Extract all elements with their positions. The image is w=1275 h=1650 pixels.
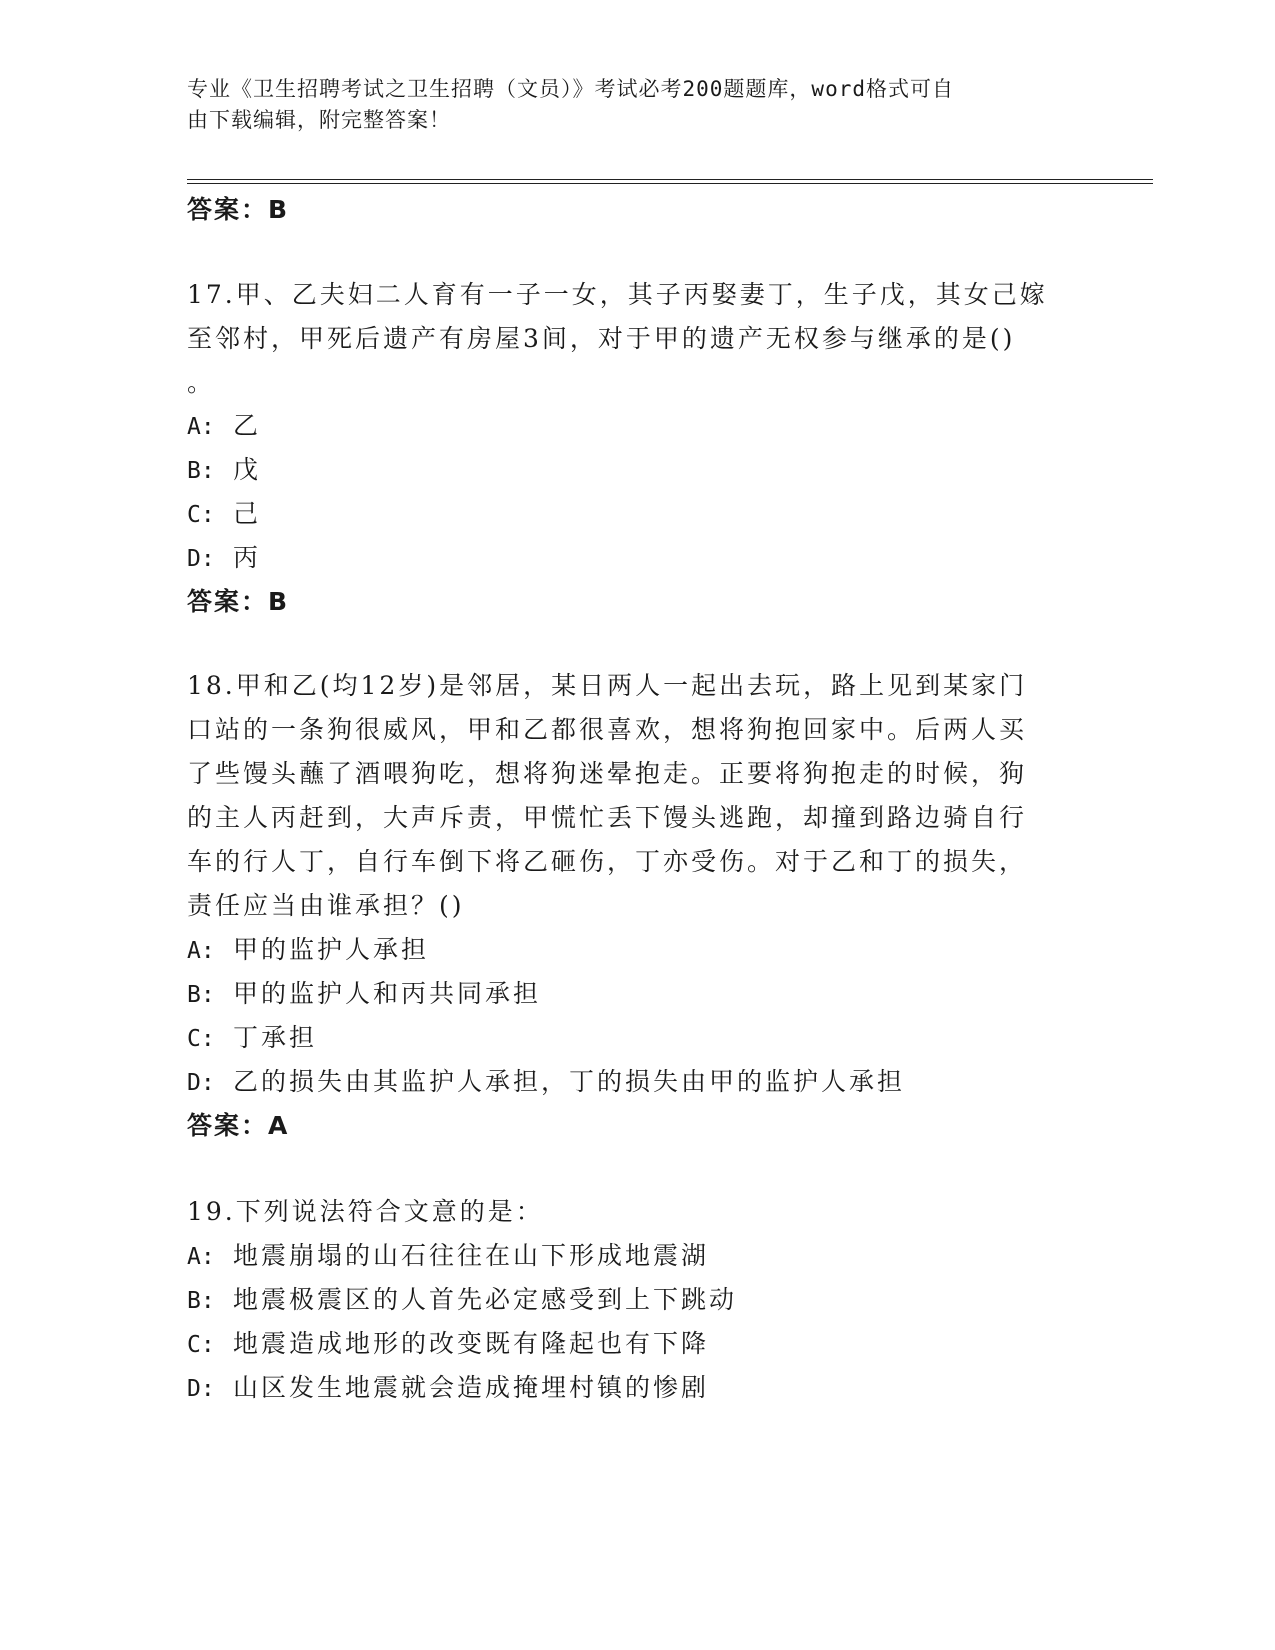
answer-17: 答案：B [187, 587, 290, 616]
option-letter: D: [187, 1376, 215, 1402]
option-c [187, 1018, 317, 1054]
option-a [187, 406, 261, 442]
option-letter: D: [187, 546, 215, 572]
answer-previous: 答案：B [187, 195, 290, 224]
option-letter: B: [187, 982, 215, 1008]
option-letter: A: [187, 1244, 215, 1270]
option-c [187, 494, 261, 530]
option-b [187, 450, 261, 486]
option-b [187, 1280, 737, 1316]
question-text-line: 口站的一条狗很威风，甲和乙都很喜欢，想将狗抱回家中。后两人买 [187, 715, 1028, 744]
option-d [187, 538, 261, 574]
header-divider-bottom [187, 183, 1153, 184]
option-a [187, 930, 429, 966]
option-text: 地震崩塌的山石往往在山下形成地震湖 [233, 1241, 710, 1270]
option-letter: D: [187, 1070, 215, 1096]
question-text-line: 责任应当由谁承担？() [187, 891, 465, 920]
option-letter: B: [187, 458, 215, 484]
question-text-line: 19.下列说法符合文意的是： [187, 1197, 544, 1226]
question-text-line: 至邻村，甲死后遗产有房屋3间，对于甲的遗产无权参与继承的是() [187, 324, 1016, 353]
option-text: 山区发生地震就会造成掩埋村镇的惨剧 [233, 1373, 710, 1402]
option-text: 地震极震区的人首先必定感受到上下跳动 [233, 1285, 738, 1314]
option-letter: C: [187, 1026, 215, 1052]
question-text-line: 17.甲、乙夫妇二人育有一子一女，其子丙娶妻丁，生子戊，其女己嫁 [187, 280, 1048, 309]
option-c [187, 1324, 709, 1360]
option-text: 乙 [233, 411, 262, 440]
header-line-1: 专业《卫生招聘考试之卫生招聘（文员）》考试必考200题题库，word格式可自 [187, 77, 954, 101]
option-text: 地震造成地形的改变既有隆起也有下降 [233, 1329, 710, 1358]
option-text: 丙 [233, 543, 262, 572]
question-text-line: 。 [187, 368, 216, 397]
header-divider-top [187, 179, 1153, 180]
option-letter: C: [187, 1332, 215, 1358]
option-text: 戊 [233, 455, 262, 484]
answer-18: 答案：A [187, 1111, 290, 1140]
option-text: 甲的监护人承担 [233, 935, 430, 964]
option-text: 甲的监护人和丙共同承担 [233, 979, 542, 1008]
header-line-2: 由下载编辑，附完整答案！ [187, 108, 451, 132]
option-text: 丁承担 [233, 1023, 318, 1052]
page-header [187, 74, 1067, 136]
question-text-line: 车的行人丁，自行车倒下将乙砸伤，丁亦受伤。对于乙和丁的损失， [187, 847, 1028, 876]
option-letter: A: [187, 938, 215, 964]
option-letter: C: [187, 502, 215, 528]
question-text-line: 了些馒头蘸了酒喂狗吃，想将狗迷晕抱走。正要将狗抱走的时候，狗 [187, 759, 1028, 788]
question-text-line: 的主人丙赶到，大声斥责，甲慌忙丢下馒头逃跑，却撞到路边骑自行 [187, 803, 1028, 832]
option-d [187, 1368, 709, 1404]
option-text: 己 [233, 499, 262, 528]
option-text: 乙的损失由其监护人承担，丁的损失由甲的监护人承担 [233, 1067, 906, 1096]
option-d [187, 1062, 905, 1098]
option-letter: A: [187, 414, 215, 440]
option-letter: B: [187, 1288, 215, 1314]
option-a [187, 1236, 709, 1272]
option-b [187, 974, 541, 1010]
question-text-line: 18.甲和乙(均12岁)是邻居，某日两人一起出去玩，路上见到某家门 [187, 671, 1028, 700]
